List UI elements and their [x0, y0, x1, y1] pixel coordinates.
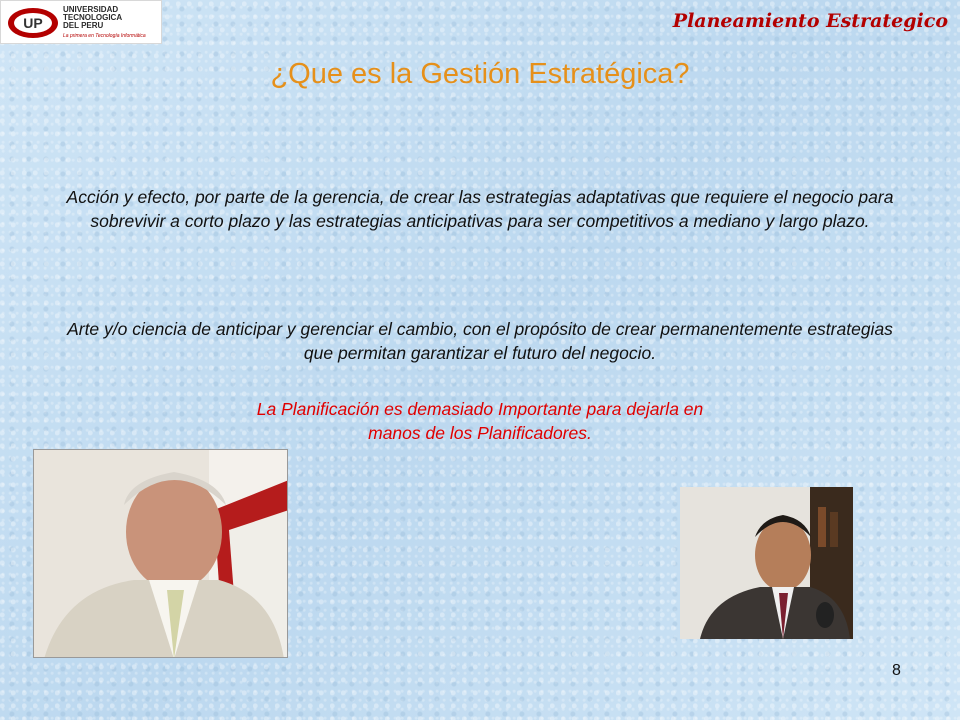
portrait-right-image	[680, 487, 853, 639]
slide-title: ¿Que es la Gestión Estratégica?	[270, 58, 690, 90]
logo-tagline: La primera en Tecnología Informática	[63, 33, 146, 39]
definition-paragraph-2: Arte y/o ciencia de anticipar y gerenciar el cambio, con el propósito de crear permanentemente estrategias que permitan garantizar el futuro del negocio.	[67, 319, 893, 363]
course-title: Planeamiento Estrategico	[672, 10, 948, 32]
quote-line-2: manos de los Planificadores.	[368, 423, 592, 443]
logo-text	[63, 6, 146, 39]
quote-line-1: La Planificación es demasiado Importante para dejarla en	[256, 399, 704, 419]
svg-text:UP: UP	[23, 15, 43, 31]
portrait-left-image	[34, 450, 288, 658]
logo-line-2: TECNOLOGICA	[63, 13, 123, 22]
definition-paragraph-1: Acción y efecto, por parte de la gerencia, de crear las estrategias adaptativas que requiere el negocio para sobrevivir a corto plazo y las estrategias anticipativas para ser competitivos a mediano y largo plazo.	[66, 187, 894, 231]
page-number: 8	[892, 662, 901, 679]
portrait-photo-left	[33, 449, 288, 658]
portrait-photo-right	[680, 487, 853, 639]
logo-line-3: DEL PERU	[63, 21, 104, 30]
logo-line-1: UNIVERSIDAD	[63, 5, 119, 14]
highlight-quote	[120, 397, 840, 445]
university-logo	[0, 0, 162, 44]
utp-logo-icon	[7, 6, 59, 40]
